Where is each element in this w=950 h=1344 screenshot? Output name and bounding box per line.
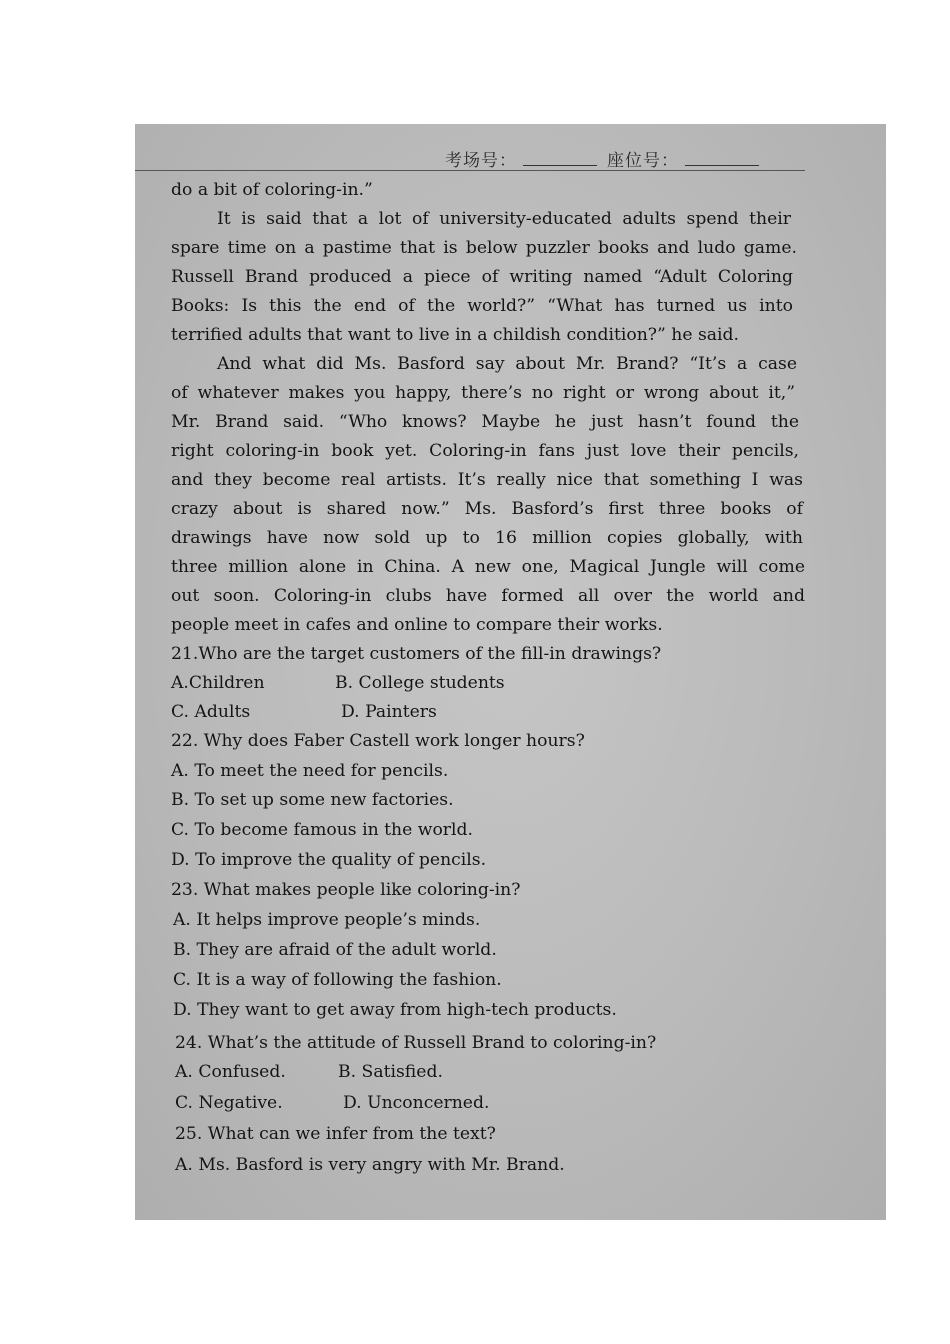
passage-line: It is said that a lot of university-educated adults spend their bbox=[217, 209, 791, 229]
question-23-option-a: A. It helps improve people’s minds. bbox=[173, 910, 481, 930]
passage-line: terrified adults that want to live in a childish condition?” he said. bbox=[171, 325, 740, 345]
passage-line: out soon. Coloring-in clubs have formed all over the world and bbox=[171, 586, 805, 606]
question-24-stem: 24. What’s the attitude of Russell Brand to coloring-in? bbox=[175, 1033, 657, 1053]
question-23-option-b: B. They are afraid of the adult world. bbox=[173, 940, 497, 960]
seat-label: 座位号： bbox=[607, 151, 679, 171]
passage-line: of whatever makes you happy, there’s no right or wrong about it,” bbox=[171, 383, 795, 403]
passage-line: drawings have now sold up to 16 million copies globally, with bbox=[171, 528, 803, 548]
passage-line: Books: Is this the end of the world?” “What has turned us into bbox=[171, 296, 793, 316]
question-21-option-a: A.Children bbox=[171, 673, 265, 693]
exam-header bbox=[135, 124, 886, 174]
question-22-stem: 22. Why does Faber Castell work longer hours? bbox=[171, 731, 585, 751]
question-25-option-a: A. Ms. Basford is very angry with Mr. Brand. bbox=[175, 1155, 565, 1175]
exam-room-blank bbox=[523, 151, 597, 166]
passage-line: people meet in cafes and online to compare their works. bbox=[171, 615, 663, 635]
exam-sheet bbox=[135, 124, 886, 1220]
passage-line: Russell Brand produced a piece of writing named “Adult Coloring bbox=[171, 267, 793, 287]
question-21-option-c: C. Adults bbox=[171, 702, 251, 722]
question-24-option-c: C. Negative. bbox=[175, 1093, 283, 1113]
question-21-stem: 21.Who are the target customers of the fill-in drawings? bbox=[171, 644, 662, 664]
question-23-stem: 23. What makes people like coloring-in? bbox=[171, 880, 521, 900]
passage-line: three million alone in China. A new one, Magical Jungle will come bbox=[171, 557, 805, 577]
passage-line: and they become real artists. It’s really nice that something I was bbox=[171, 470, 803, 490]
passage-line: spare time on a pastime that is below puzzler books and ludo game. bbox=[171, 238, 797, 258]
question-22-option-d: D. To improve the quality of pencils. bbox=[171, 850, 487, 870]
passage-line: And what did Ms. Basford say about Mr. Brand? “It’s a case bbox=[217, 354, 797, 374]
question-25-stem: 25. What can we infer from the text? bbox=[175, 1124, 496, 1144]
passage-line: Mr. Brand said. “Who knows? Maybe he just hasn’t found the bbox=[171, 412, 799, 432]
question-22-option-a: A. To meet the need for pencils. bbox=[171, 761, 449, 781]
question-24-option-b: B. Satisfied. bbox=[338, 1062, 443, 1082]
question-21-option-b: B. College students bbox=[335, 673, 505, 693]
header-divider bbox=[135, 170, 805, 171]
question-21-option-d: D. Painters bbox=[341, 702, 437, 722]
passage-line: right coloring-in book yet. Coloring-in fans just love their pencils, bbox=[171, 441, 799, 461]
question-23-option-d: D. They want to get away from high-tech products. bbox=[173, 1000, 617, 1020]
question-24-option-d: D. Unconcerned. bbox=[343, 1093, 490, 1113]
passage-line: crazy about is shared now.” Ms. Basford’s first three books of bbox=[171, 499, 803, 519]
question-23-option-c: C. It is a way of following the fashion. bbox=[173, 970, 502, 990]
question-22-option-c: C. To become famous in the world. bbox=[171, 820, 473, 840]
question-22-option-b: B. To set up some new factories. bbox=[171, 790, 454, 810]
exam-room-label: 考场号： bbox=[445, 151, 517, 171]
passage-line: do a bit of coloring-in.” bbox=[171, 180, 373, 200]
header-fields bbox=[445, 146, 769, 171]
question-24-option-a: A. Confused. bbox=[175, 1062, 286, 1082]
seat-blank bbox=[685, 151, 759, 166]
